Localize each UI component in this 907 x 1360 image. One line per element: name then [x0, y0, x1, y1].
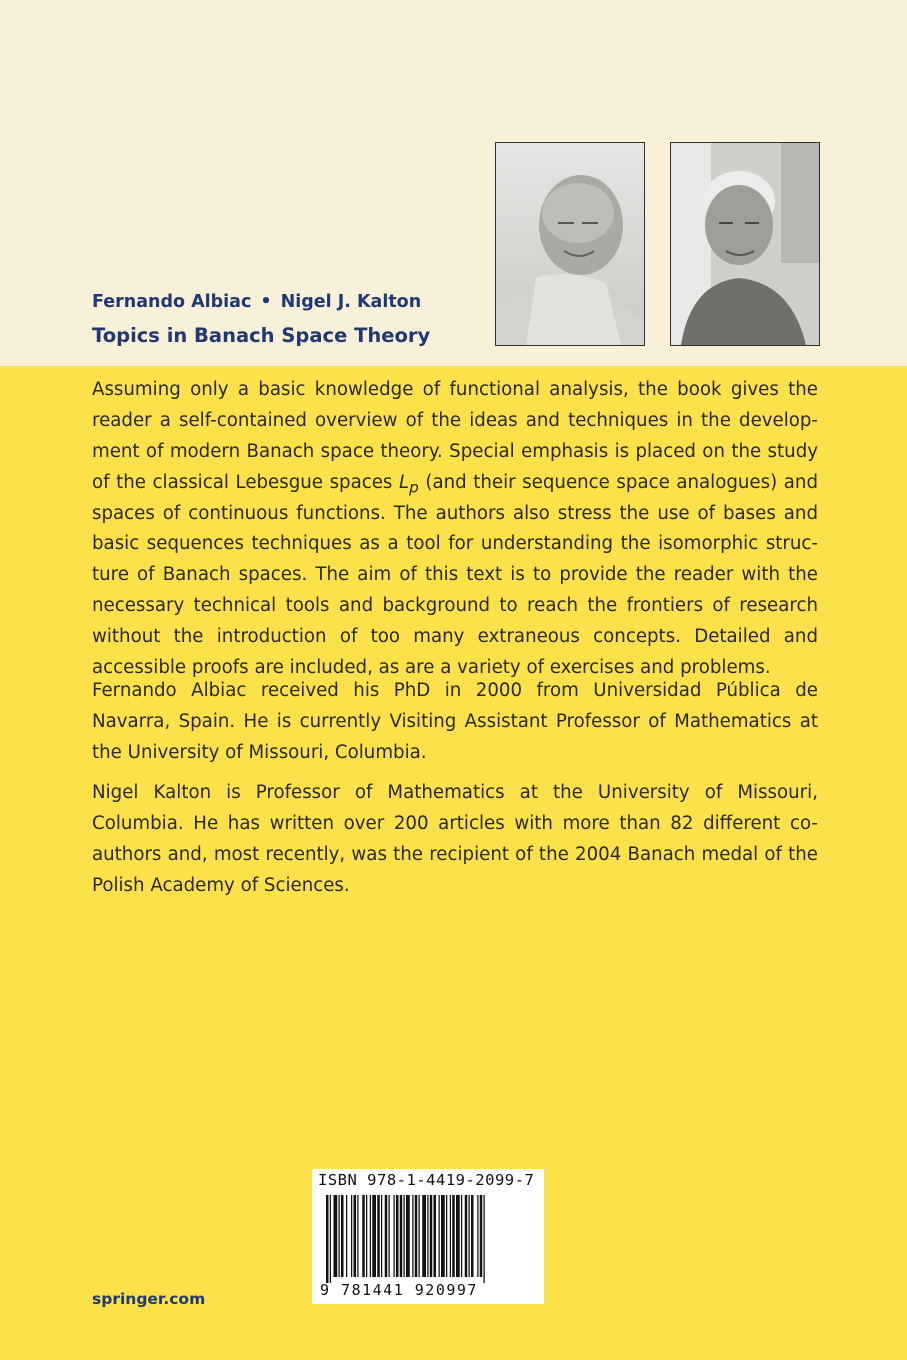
math-symbol-L: L [399, 471, 410, 493]
barcode-number: 9 781441 920997 [320, 1281, 478, 1299]
bio-kalton [92, 778, 818, 902]
author-separator-bullet: • [260, 292, 272, 312]
description-line: accessible proofs are included, as are a variety of exercises and problems. [92, 657, 771, 679]
math-subscript-p: p [409, 478, 419, 497]
author-name-albiac: Fernando Albiac [92, 292, 252, 312]
bio-line: Fernando Albiac received his PhD in 2000 from Universidad Pública de [92, 680, 818, 701]
author-photo-kalton [670, 142, 820, 346]
description-line: necessary technical tools and background to reach the frontiers of research [92, 595, 818, 617]
description-line: spaces of continuous functions. The authors also stress the use of bases and [92, 502, 818, 524]
book-title: Topics in Banach Space Theory [92, 324, 431, 347]
description-line: basic sequences techniques as a tool for understanding the isomorphic struc- [92, 533, 818, 555]
description-line: without the introduction of too many extraneous concepts. Detailed and [92, 626, 818, 648]
barcode-icon [312, 1191, 544, 1283]
authors-line [92, 292, 421, 312]
bio-line: Nigel Kalton is Professor of Mathematics at the University of Missouri, [92, 782, 818, 803]
isbn-barcode-box [312, 1169, 544, 1304]
description-line: ment of modern Banach space theory. Special emphasis is placed on the study [92, 440, 818, 462]
bio-line: Polish Academy of Sciences. [92, 874, 350, 896]
bio-albiac [92, 676, 818, 769]
bio-line: Navarra, Spain. He is currently Visiting Assistant Professor of Mathematics at [92, 710, 818, 732]
description-line: reader a self-contained overview of the ideas and techniques in the develop- [92, 409, 818, 431]
author-name-kalton: Nigel J. Kalton [280, 292, 422, 312]
description-line: Assuming only a basic knowledge of functional analysis, the book gives the [92, 379, 818, 400]
description-line-math: of the classical Lebesgue spaces $L_p$ (and their sequence space analogues) and [92, 471, 818, 497]
isbn-label: ISBN 978-1-4419-2099-7 [318, 1171, 535, 1189]
bio-line: Columbia. He has written over 200 articles with more than 82 different co- [92, 812, 818, 834]
book-description [92, 375, 818, 684]
author-photo-albiac [495, 142, 645, 346]
bio-line: authors and, most recently, was the recipient of the 2004 Banach medal of the [92, 843, 818, 865]
publisher-website: springer.com [92, 1290, 206, 1308]
bio-line: the University of Missouri, Columbia. [92, 741, 427, 763]
description-line: ture of Banach spaces. The aim of this text is to provide the reader with the [92, 564, 818, 586]
